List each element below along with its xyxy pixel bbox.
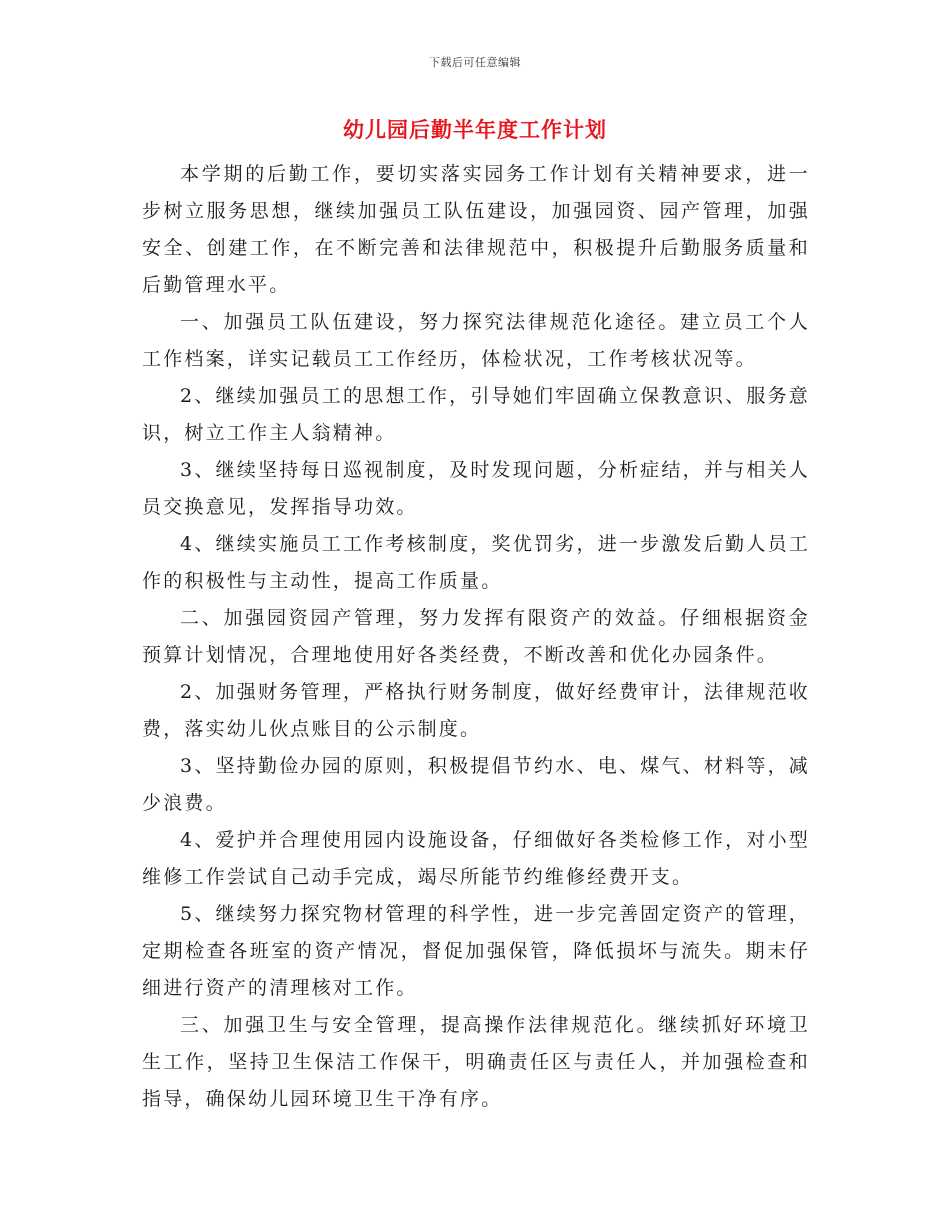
- paragraph-section-3: 三、加强卫生与安全管理，提高操作法律规范化。继续抓好环境卫生工作，坚持卫生保洁工作保干，明确责任区与责任人，并加强检查和指导，确保幼儿园环境卫生干净有序。: [142, 1014, 810, 1110]
- paragraph-section-2-item-3: 3、坚持勤俭办园的原则，积极提倡节约水、电、煤气、材料等，减少浪费。: [142, 755, 810, 814]
- paragraph-section-1-item-2: 2、继续加强员工的思想工作，引导她们牢固确立保教意识、服务意识，树立工作主人翁精神。: [142, 385, 810, 444]
- paragraph-section-1-item-3: 3、继续坚持每日巡视制度，及时发现问题，分析症结，并与相关人员交换意见，发挥指导功效。: [142, 459, 810, 518]
- paragraph-section-2-item-2: 2、加强财务管理，严格执行财务制度，做好经费审计，法律规范收费，落实幼儿伙点账目的公示制度。: [142, 681, 810, 740]
- paragraph-section-2-item-4: 4、爱护并合理使用园内设施设备，仔细做好各类检修工作，对小型维修工作尝试自己动手完成，竭尽所能节约维修经费开支。: [142, 829, 810, 888]
- paragraph-section-1: 一、加强员工队伍建设，努力探究法律规范化途径。建立员工个人工作档案，详实记载员工工作经历，体检状况，工作考核状况等。: [142, 311, 810, 370]
- paragraph-section-2: 二、加强园资园产管理，努力发挥有限资产的效益。仔细根据资金预算计划情况，合理地使用好各类经费，不断改善和优化办园条件。: [142, 607, 810, 666]
- document-body: [142, 156, 810, 1118]
- paragraph-section-1-item-4: 4、继续实施员工工作考核制度，奖优罚劣，进一步激发后勤人员工作的积极性与主动性，提高工作质量。: [142, 533, 810, 592]
- paragraph-intro: 本学期的后勤工作，要切实落实园务工作计划有关精神要求，进一步树立服务思想，继续加强员工队伍建设，加强园资、园产管理，加强安全、创建工作，在不断完善和法律规范中，积极提升后勤服务质量和后勤管理水平。: [142, 163, 810, 296]
- header-note: 下载后可任意编辑: [429, 56, 521, 69]
- document-title: 幼儿园后勤半年度工作计划: [343, 117, 607, 142]
- paragraph-section-2-item-5: 5、继续努力探究物材管理的科学性，进一步完善固定资产的管理，定期检查各班室的资产情况，督促加强保管，降低损坏与流失。期末仔细进行资产的清理核对工作。: [142, 903, 810, 999]
